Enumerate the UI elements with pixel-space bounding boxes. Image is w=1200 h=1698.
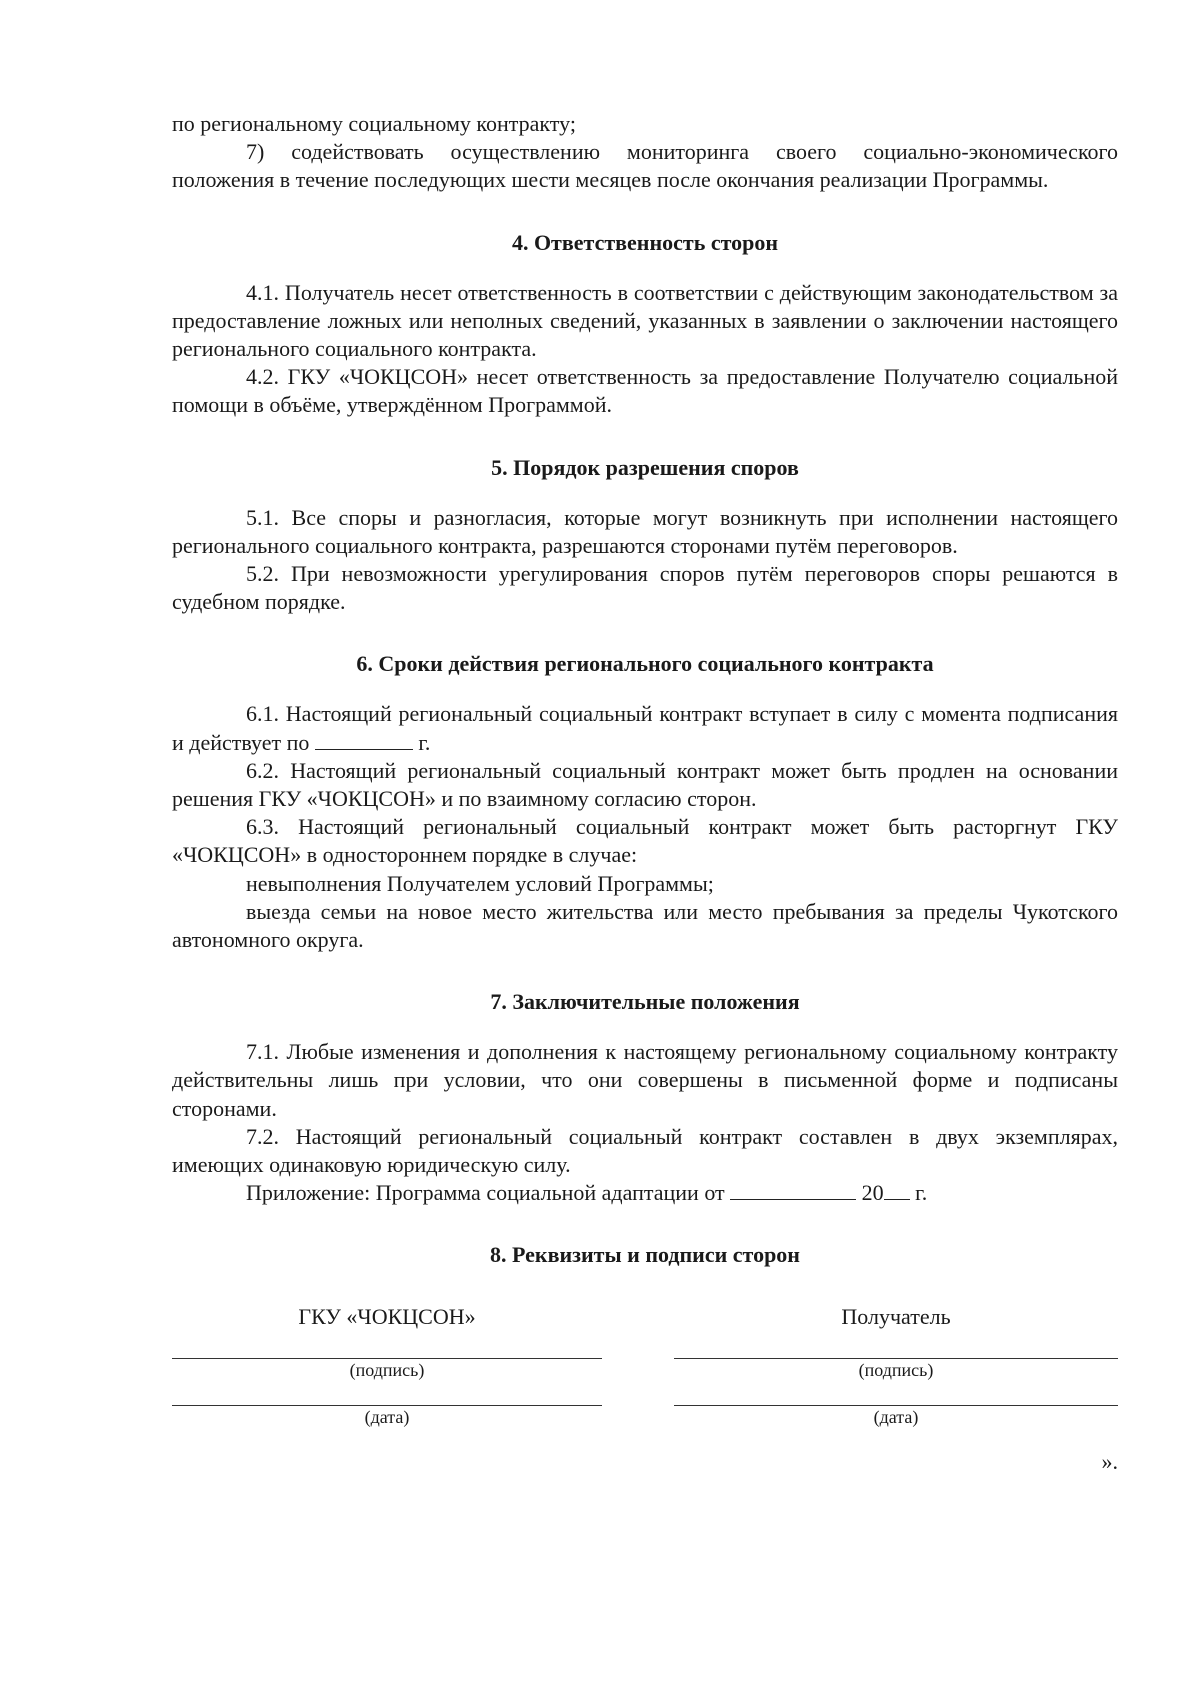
clause-6-1-year: г. — [418, 729, 431, 755]
appendix-line — [172, 1179, 1118, 1207]
signature-caption-right: (подпись) — [858, 1360, 934, 1381]
section-4-title: 4. Ответственность сторон — [511, 229, 779, 255]
date-caption-left: (дата) — [364, 1407, 410, 1428]
document-page — [172, 110, 1118, 1479]
signature-caption-left: (подпись) — [349, 1360, 425, 1381]
intro-line: по региональному социальному контракту; — [172, 111, 576, 136]
closing-quote-mark: ». — [1101, 1449, 1118, 1475]
appendix-year-blank — [884, 1181, 910, 1200]
clause-7-2: 7.2. Настоящий региональный социальный контракт составлен в двух экземплярах, имеющих одинаковую юридическую силу. — [172, 1123, 1118, 1178]
section-8-title: 8. Реквизиты и подписи сторон — [490, 1242, 800, 1268]
appendix-year-suffix: г. — [915, 1180, 928, 1206]
clause-4-2: 4.2. ГКУ «ЧОКЦСОН» несет ответственность за предоставление Получателю социальной помощи в объёме, утверждённом Программой. — [172, 364, 1118, 418]
section-7-title: 7. Заключительные положения — [490, 989, 800, 1015]
item-7: 7) содействовать осуществлению мониторинга своего социально-экономического положения в течение последующих шести месяцев после окончания реализации Программы. — [172, 139, 1118, 193]
appendix-date-blank — [730, 1181, 856, 1200]
clause-6-3-case-1: невыполнения Получателем условий Программы; — [246, 870, 714, 896]
party-right: Получатель — [841, 1304, 951, 1330]
appendix-text: Приложение: Программа социальной адаптации от — [246, 1180, 725, 1206]
closing-row — [172, 1449, 1118, 1479]
clause-5-1: 5.1. Все споры и разногласия, которые могут возникнуть при исполнении настоящего регионального социального контракта, разрешаются сторонами путём переговоров. — [172, 504, 1118, 558]
signature-column-left — [172, 1303, 602, 1428]
section-5-title: 5. Порядок разрешения споров — [491, 454, 799, 480]
clause-6-2: 6.2. Настоящий региональный социальный контракт может быть продлен на основании решения ГКУ «ЧОКЦСОН» и по взаимному согласию сторон. — [172, 757, 1118, 812]
clause-6-1 — [172, 700, 1118, 756]
clause-6-1-text: 6.1. Настоящий региональный социальный контракт вступает в силу с момента подписания и действует по — [172, 701, 1118, 755]
clause-7-1: 7.1. Любые изменения и дополнения к настоящему региональному социальному контракту действительны лишь при условии, что они совершены в письменной форме и подписаны сторонами. — [172, 1039, 1118, 1121]
party-left: ГКУ «ЧОКЦСОН» — [298, 1304, 476, 1330]
clause-5-2: 5.2. При невозможности урегулирования споров путём переговоров споры решаются в судебном порядке. — [172, 561, 1118, 615]
section-6-title: 6. Сроки действия регионального социального контракта — [356, 651, 934, 677]
signature-block — [172, 1303, 1118, 1443]
date-caption-right: (дата) — [873, 1407, 919, 1428]
appendix-century: 20 — [861, 1180, 884, 1206]
term-date-blank — [315, 731, 413, 750]
clause-6-3-case-2: выезда семьи на новое место жительства или место пребывания за пределы Чукотского автономного округа. — [172, 898, 1118, 953]
signature-column-right — [674, 1303, 1118, 1428]
clause-6-3: 6.3. Настоящий региональный социальный контракт может быть расторгнут ГКУ «ЧОКЦСОН» в одностороннем порядке в случае: — [172, 814, 1118, 868]
clause-4-1: 4.1. Получатель несет ответственность в соответствии с действующим законодательством за предоставление ложных или неполных сведений, указанных в заявлении о заключении настоящего регионального социального контракта. — [172, 279, 1118, 362]
